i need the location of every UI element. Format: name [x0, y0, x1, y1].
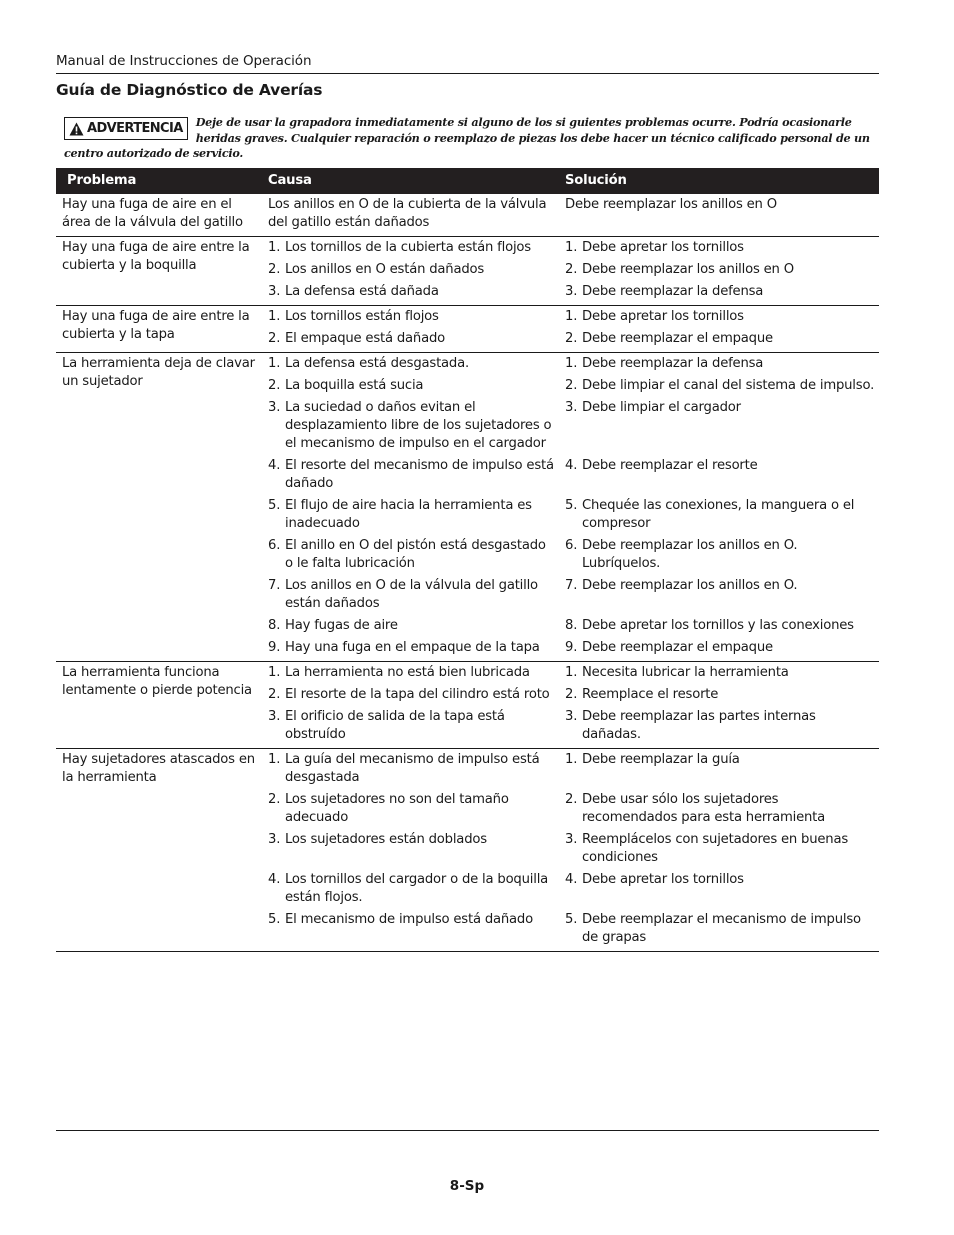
cause-cell — [262, 353, 559, 662]
cause-item — [268, 537, 555, 573]
cause-number: 4. — [268, 458, 281, 473]
cause-number: 2. — [268, 792, 281, 807]
cause-text: Los sujetadores no son del tamaño adecuado — [285, 792, 509, 825]
cause-number: 2. — [268, 262, 281, 277]
cause-item — [268, 639, 555, 657]
solution-text: Debe apretar los tornillos — [582, 309, 744, 324]
table-row — [56, 662, 879, 749]
solution-text: Debe apretar los tornillos — [582, 872, 744, 887]
cause-cell — [262, 749, 559, 952]
cause-text: La boquilla está sucia — [285, 378, 424, 393]
solution-text: Debe reemplazar el empaque — [582, 331, 773, 346]
solution-cell — [559, 306, 879, 353]
cause-text: Los tornillos de la cubierta están flojos — [285, 240, 531, 255]
cause-item — [268, 399, 555, 453]
cause-number: 1. — [268, 356, 281, 371]
cause-item — [268, 664, 555, 682]
solution-text: Chequée las conexiones, la manguera o el compresor — [582, 498, 855, 531]
solution-number: 5. — [565, 912, 578, 927]
solution-number: 8. — [565, 618, 578, 633]
solution-number: 4. — [565, 872, 578, 887]
cause-number: 1. — [268, 665, 281, 680]
cause-item — [268, 686, 555, 704]
solution-number: 2. — [565, 262, 578, 277]
solution-text: Necesita lubricar la herramienta — [582, 665, 789, 680]
cause-text: Los tornillos del cargador o de la boquilla están flojos. — [285, 872, 549, 905]
solution-item — [565, 537, 875, 573]
table-row — [56, 353, 879, 662]
solution-cell — [559, 237, 879, 306]
solution-text: Debe usar sólo los sujetadores recomendados para esta herramienta — [582, 792, 826, 825]
solution-item — [565, 664, 875, 682]
cause-text: El empaque está dañado — [285, 331, 445, 346]
cause-cell — [262, 306, 559, 353]
solution-item — [565, 457, 875, 493]
solution-number: 3. — [565, 709, 578, 724]
cause-number: 5. — [268, 912, 281, 927]
cause-number: 2. — [268, 331, 281, 346]
problem-cell: La herramienta deja de clavar un sujetador — [56, 353, 262, 662]
solution-item — [565, 377, 875, 395]
solution-number: 1. — [565, 240, 578, 255]
solution-text: Debe reemplazar la guía — [582, 752, 740, 767]
solution-text: Reemplace el resorte — [582, 687, 719, 702]
header-divider — [56, 73, 879, 74]
cause-item — [268, 457, 555, 493]
cause-number: 3. — [268, 709, 281, 724]
cause-number: 6. — [268, 538, 281, 553]
solution-cell — [559, 749, 879, 952]
table-row — [56, 306, 879, 353]
solution-text: Debe reemplazar los anillos en O. Lubríquelos. — [582, 538, 798, 571]
page-number: 8-Sp — [449, 1178, 485, 1194]
cause-number: 3. — [268, 284, 281, 299]
cause-text: El resorte de la tapa del cilindro está roto — [285, 687, 550, 702]
solution-text: Debe apretar los tornillos y las conexiones — [582, 618, 854, 633]
header-problem: Problema — [56, 168, 262, 194]
cause-text: Los sujetadores están doblados — [285, 832, 487, 847]
cause-number: 5. — [268, 498, 281, 513]
cause-text: La suciedad o daños evitan el desplazamiento libre de los sujetadores o el mecanismo de impulso en el cargador — [285, 400, 552, 451]
cause-cell — [262, 237, 559, 306]
solution-text: Debe apretar los tornillos — [582, 240, 744, 255]
solution-text: Debe reemplazar la defensa — [582, 356, 764, 371]
solution-number: 2. — [565, 378, 578, 393]
warning-text: Deje de usar la grapadora inmediatamente si alguno de los si guientes problemas ocurre. Podría ocasionarle heridas graves. Cualquier reparación o reemplazo de piezas los debe hacer un técnico calificado personal de un centro autorizado de servicio. — [64, 115, 870, 160]
solution-text: Reemplácelos con sujetadores en buenas condiciones — [582, 832, 849, 865]
cause-number: 8. — [268, 618, 281, 633]
table-row — [56, 237, 879, 306]
solution-item — [565, 617, 875, 635]
solution-cell — [559, 353, 879, 662]
solution-text: Debe limpiar el canal del sistema de impulso. — [582, 378, 875, 393]
solution-item — [565, 871, 875, 907]
solution-item — [565, 497, 875, 533]
solution-number: 2. — [565, 687, 578, 702]
solution-item — [565, 686, 875, 704]
solution-item — [565, 196, 875, 232]
solution-number: 1. — [565, 752, 578, 767]
solution-number: 1. — [565, 309, 578, 324]
solution-number: 3. — [565, 832, 578, 847]
cause-item — [268, 355, 555, 373]
cause-text: Los tornillos están flojos — [285, 309, 439, 324]
solution-item — [565, 239, 875, 257]
solution-item — [565, 283, 875, 301]
table-row — [56, 194, 879, 237]
cause-number: 1. — [268, 309, 281, 324]
solution-number: 6. — [565, 538, 578, 553]
cause-text: La herramienta no está bien lubricada — [285, 665, 530, 680]
problem-cell: Hay una fuga de aire en el área de la válvula del gatillo — [56, 194, 262, 237]
header-solution: Solución — [559, 168, 879, 194]
cause-item — [268, 751, 555, 787]
cause-cell — [262, 194, 559, 237]
cause-item — [268, 708, 555, 744]
solution-text: Debe reemplazar los anillos en O — [565, 197, 777, 212]
solution-item — [565, 791, 875, 827]
cause-number: 3. — [268, 400, 281, 415]
problem-cell: La herramienta funciona lentamente o pierde potencia — [56, 662, 262, 749]
cause-item — [268, 577, 555, 613]
solution-number: 4. — [565, 458, 578, 473]
cause-text: La defensa está dañada — [285, 284, 439, 299]
solution-number: 7. — [565, 578, 578, 593]
solution-cell — [559, 662, 879, 749]
cause-text: El anillo en O del pistón está desgastado o le falta lubricación — [285, 538, 546, 571]
cause-number: 4. — [268, 872, 281, 887]
header-cause: Causa — [262, 168, 559, 194]
solution-item — [565, 831, 875, 867]
cause-number: 2. — [268, 687, 281, 702]
warning-notice — [64, 115, 878, 162]
solution-item — [565, 261, 875, 279]
solution-number: 1. — [565, 665, 578, 680]
solution-item — [565, 330, 875, 348]
cause-number: 2. — [268, 378, 281, 393]
solution-item — [565, 911, 875, 947]
table-header-row — [56, 168, 879, 194]
solution-cell — [559, 194, 879, 237]
cause-text: Hay una fuga en el empaque de la tapa — [285, 640, 540, 655]
solution-text: Debe reemplazar los anillos en O — [582, 262, 794, 277]
solution-text: Debe reemplazar los anillos en O. — [582, 578, 798, 593]
cause-item — [268, 871, 555, 907]
solution-text: Debe reemplazar el mecanismo de impulso de grapas — [582, 912, 861, 945]
problem-cell: Hay una fuga de aire entre la cubierta y la tapa — [56, 306, 262, 353]
cause-item — [268, 831, 555, 867]
cause-text: El resorte del mecanismo de impulso está dañado — [285, 458, 554, 491]
solution-item — [565, 399, 875, 453]
cause-number: 9. — [268, 640, 281, 655]
solution-number: 9. — [565, 640, 578, 655]
cause-item — [268, 196, 555, 232]
cause-item — [268, 617, 555, 635]
problem-cell: Hay una fuga de aire entre la cubierta y la boquilla — [56, 237, 262, 306]
solution-text: Debe reemplazar las partes internas dañadas. — [582, 709, 816, 742]
cause-text: La defensa está desgastada. — [285, 356, 469, 371]
solution-text: Debe reemplazar el resorte — [582, 458, 758, 473]
cause-text: El flujo de aire hacia la herramienta es inadecuado — [285, 498, 532, 531]
section-title: Guía de Diagnóstico de Averías — [56, 81, 323, 99]
solution-item — [565, 355, 875, 373]
solution-item — [565, 751, 875, 787]
cause-text: El mecanismo de impulso está dañado — [285, 912, 533, 927]
solution-text: Debe reemplazar la defensa — [582, 284, 764, 299]
solution-number: 2. — [565, 331, 578, 346]
solution-item — [565, 708, 875, 744]
cause-item — [268, 330, 555, 348]
cause-number: 1. — [268, 752, 281, 767]
cause-item — [268, 377, 555, 395]
cause-number: 7. — [268, 578, 281, 593]
solution-number: 1. — [565, 356, 578, 371]
solution-item — [565, 639, 875, 657]
warning-label-text: ADVERTENCIA — [87, 121, 183, 136]
cause-cell — [262, 662, 559, 749]
cause-text: El orificio de salida de la tapa está obstruído — [285, 709, 505, 742]
cause-number: 3. — [268, 832, 281, 847]
troubleshooting-table — [56, 168, 879, 952]
cause-item — [268, 791, 555, 827]
cause-text: Los anillos en O de la válvula del gatillo están dañados — [285, 578, 538, 611]
solution-number: 2. — [565, 792, 578, 807]
solution-item — [565, 308, 875, 326]
cause-item — [268, 283, 555, 301]
cause-number: 1. — [268, 240, 281, 255]
manual-title: Manual de Instrucciones de Operación — [56, 53, 312, 69]
solution-number: 3. — [565, 400, 578, 415]
solution-number: 3. — [565, 284, 578, 299]
solution-text: Debe reemplazar el empaque — [582, 640, 773, 655]
cause-text: La guía del mecanismo de impulso está desgastada — [285, 752, 540, 785]
warning-triangle-icon — [69, 122, 84, 136]
table-body — [56, 194, 879, 952]
cause-text: Los anillos en O de la cubierta de la válvula del gatillo están dañados — [268, 197, 547, 230]
cause-item — [268, 239, 555, 257]
cause-item — [268, 308, 555, 326]
cause-item — [268, 261, 555, 279]
solution-text: Debe limpiar el cargador — [582, 400, 741, 415]
cause-item — [268, 911, 555, 947]
cause-item — [268, 497, 555, 533]
cause-text: Hay fugas de aire — [285, 618, 398, 633]
warning-label — [64, 117, 188, 140]
footer-divider — [56, 1130, 879, 1131]
table-row — [56, 749, 879, 952]
cause-text: Los anillos en O están dañados — [285, 262, 485, 277]
problem-cell: Hay sujetadores atascados en la herramienta — [56, 749, 262, 952]
solution-item — [565, 577, 875, 613]
solution-number: 5. — [565, 498, 578, 513]
